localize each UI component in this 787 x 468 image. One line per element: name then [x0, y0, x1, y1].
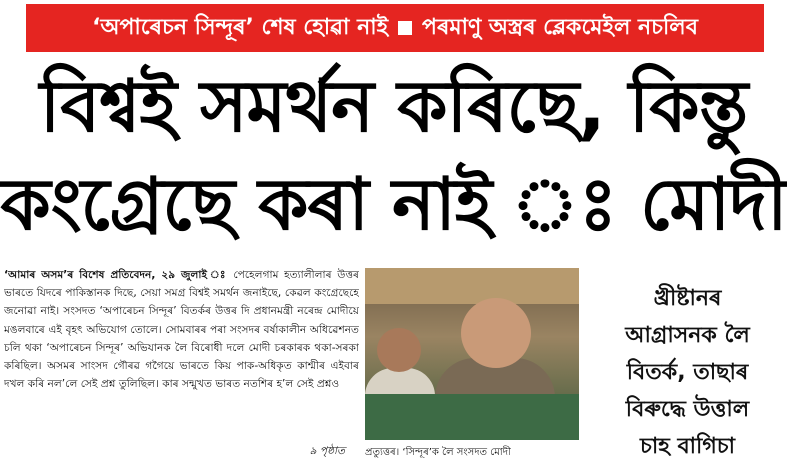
article-body: [4, 266, 359, 466]
banner-right-text: পৰমাণু অস্ত্ৰৰ ব্লেকমেইল নচলিব: [422, 14, 698, 40]
side-line-3: বিতৰ্ক, তাছাৰ: [626, 360, 749, 385]
photo-person-left-head: [377, 328, 421, 372]
banner-left-text: ‘অপাৰেচন সিন্দূৰ’ শেষ হোৱা নাই: [92, 14, 389, 40]
side-line-5: চাহ বাগিচা: [639, 434, 736, 459]
side-story-headline: [590, 280, 785, 466]
headline-line-1: বিশ্বই সমৰ্থন কৰিছে, কিন্তু: [39, 64, 748, 148]
side-line-4: বিৰুদ্ধে উত্তাল: [625, 397, 750, 422]
news-photo: [365, 268, 579, 440]
side-line-2: আগ্ৰাসনক লৈ: [625, 323, 750, 348]
side-line-1: খ্ৰীষ্টানৰ: [653, 286, 722, 311]
headline-line-2: কংগ্ৰেছে কৰা নাই ঃ মোদী: [0, 162, 787, 246]
continued-note: ৯ পৃষ্ঠাত: [309, 444, 345, 457]
photo-wall: [365, 268, 579, 304]
photo-bench: [365, 394, 579, 440]
top-banner: [26, 4, 764, 52]
article-lead: ‘আমাৰ অসম’ৰ বিশেষ প্ৰতিবেদন, ২৯ জুলাই ঃ: [4, 269, 228, 281]
photo-person-center-head: [461, 298, 531, 368]
photo-caption: প্ৰত্যুত্তৰ। ‘সিন্দূৰ’ক লৈ সংসদত মোদী: [365, 447, 511, 458]
article-text: পেহেলগাম হত্যালীলাৰ উত্তৰ ভাৰতে যিদৰে পাকিস্তানক দিছে, সেয়া সমগ্ৰ বিশ্বই সমৰ্থন জনাইছে, কেৱল কংগ্ৰেছেহে জনোৱা নাই। সংসদত ‘অপাৰেচন সিন্দূৰ’ বিতৰ্কৰ উত্তৰ দি প্ৰধানমন্ত্ৰী নৰেন্দ্ৰ মোদীয়ে মঙলবাৰে এই বৃহৎ অভিযোগ তোলে। সোমবাৰৰ পৰা সংসদৰ বৰ্ষাকালীন অধিৱেশনত চলি থকা ‘অপাৰেচন সিন্দূৰ’ অভিযানক লৈ বিৰোধী দলে মোদী চৰকাৰক থকা-সৰকা কৰিছিল। অসমৰ সাংসদ গৌৰৱ গগৈয়ে ভাৰতে কিয় পাক-অধিকৃত কাশ্মীৰ এইবাৰ দখল কৰি নল’লে সেই প্ৰশ্ন তুলিছিল। কাৰ সন্মুখত ভাৰত নতশিৰ হ’ল সেই প্ৰশ্নও: [4, 269, 359, 391]
square-separator-icon: [398, 21, 412, 35]
